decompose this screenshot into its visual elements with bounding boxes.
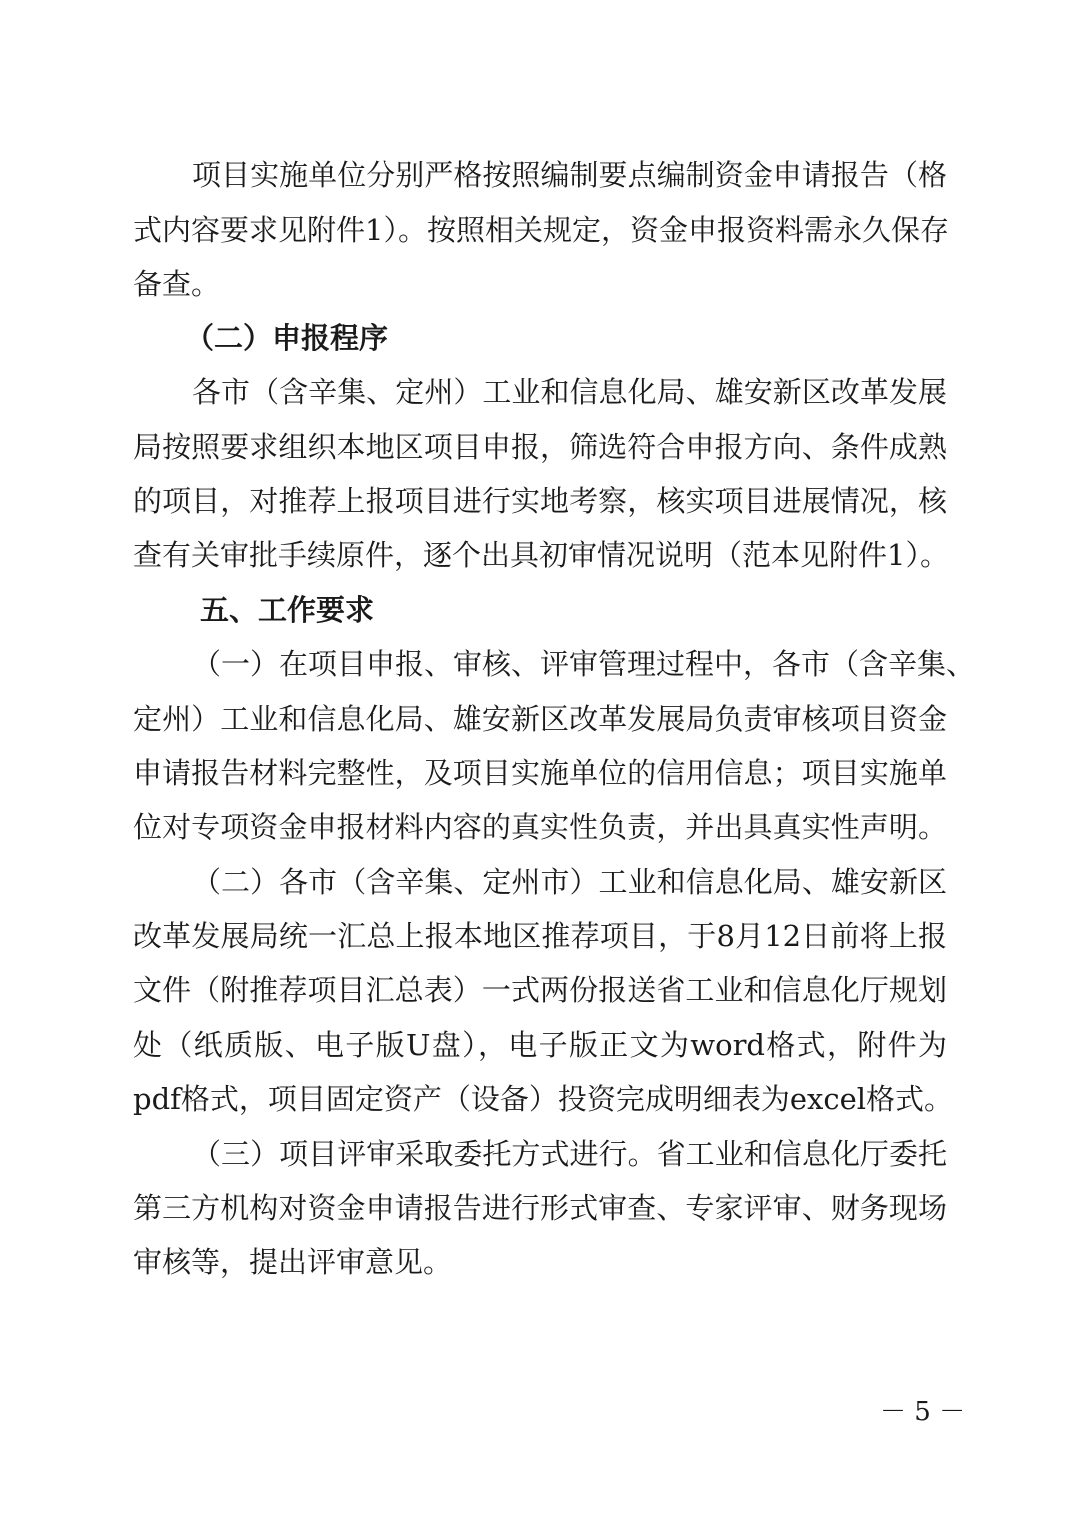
- paragraph-line: （三）项目评审采取委托方式进行。省工业和信息化厅委托: [192, 1137, 947, 1171]
- section-subheading: （二）申报程序: [185, 321, 389, 355]
- paragraph-line: 申请报告材料完整性，及项目实施单位的信用信息；项目实施单: [133, 756, 947, 790]
- paragraph-line: 的项目，对推荐上报项目进行实地考察，核实项目进展情况，核: [133, 484, 947, 518]
- paragraph-line: 处（纸质版、电子版U盘），电子版正文为word格式，附件为: [133, 1028, 947, 1062]
- paragraph-line: 第三方机构对资金申请报告进行形式审查、专家评审、财务现场: [133, 1191, 947, 1225]
- paragraph-line: （二）各市（含辛集、定州市）工业和信息化局、雄安新区: [192, 865, 947, 899]
- paragraph-line: （一）在项目申报、审核、评审管理过程中，各市（含辛集、: [192, 647, 976, 681]
- paragraph-line: 式内容要求见附件1）。按照相关规定，资金申报资料需永久保存: [133, 213, 949, 247]
- section-heading: 五、工作要求: [200, 593, 375, 627]
- paragraph-line: 查有关审批手续原件，逐个出具初审情况说明（范本见附件1）。: [133, 538, 949, 572]
- paragraph-line: 改革发展局统一汇总上报本地区推荐项目，于8月12日前将上报: [133, 919, 947, 953]
- paragraph-line: 各市（含辛集、定州）工业和信息化局、雄安新区改革发展: [192, 375, 947, 409]
- paragraph-line: 审核等，提出评审意见。: [133, 1245, 453, 1279]
- paragraph-line: pdf格式，项目固定资产（设备）投资完成明细表为excel格式。: [133, 1082, 954, 1116]
- paragraph-line: 项目实施单位分别严格按照编制要点编制资金申请报告（格: [192, 158, 947, 192]
- paragraph-line: 备查。: [133, 267, 221, 301]
- page-number: － 5 －: [880, 1397, 966, 1427]
- paragraph-line: 文件（附推荐项目汇总表）一式两份报送省工业和信息化厅规划: [133, 973, 947, 1007]
- paragraph-line: 位对专项资金申报材料内容的真实性负责，并出具真实性声明。: [133, 810, 947, 844]
- paragraph-line: 定州）工业和信息化局、雄安新区改革发展局负责审核项目资金: [133, 702, 947, 736]
- paragraph-line: 局按照要求组织本地区项目申报，筛选符合申报方向、条件成熟: [133, 430, 947, 464]
